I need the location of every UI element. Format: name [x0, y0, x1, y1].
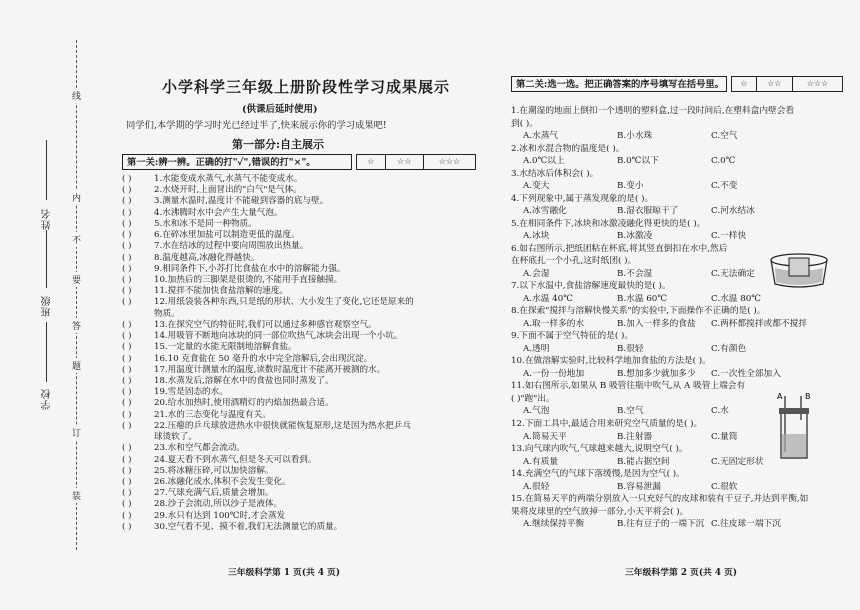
true-false-item [122, 286, 288, 296]
question-text: ( )"跑"出。 [511, 393, 555, 404]
item-text: 21.水的三态变化与温度有关。 [154, 409, 271, 420]
item-text: 13.在探究空气的特征时,我们可以通过多种感官观察空气。 [154, 319, 377, 330]
item-text: 8.温度越高,冰融化得越快。 [154, 252, 260, 263]
answer-blank[interactable]: ( ) [122, 274, 132, 285]
true-false-item [122, 387, 228, 397]
tube-b-label: B [805, 392, 811, 401]
bottle-tubes-figure [771, 390, 819, 462]
option-a: A.继续保持平衡 [523, 519, 585, 530]
answer-blank[interactable]: ( ) [122, 398, 132, 409]
answer-blank[interactable]: ( ) [122, 207, 132, 218]
answer-blank[interactable]: ( ) [122, 263, 132, 274]
question-text: 2.冰和水混合物的温度是( )。 [511, 143, 625, 154]
item-text: 27.气球充满气后,质量会增加。 [154, 488, 274, 499]
question-text: 14.充满空气的气球下落缓慢,是因为空气( )。 [511, 469, 685, 480]
answer-blank[interactable]: ( ) [122, 230, 132, 241]
item-text: 5.水和冰不是同一种物质。 [154, 218, 257, 229]
item-text: 23.水和空气都会流动。 [154, 443, 246, 454]
option-b: B.能占据空间 [617, 456, 670, 467]
binding-char: 线 [72, 88, 81, 103]
binding-char: 答 [72, 318, 81, 333]
binding-char: 不 [72, 232, 81, 247]
binding-char: 装 [72, 488, 81, 503]
item-text: 22.压瘪的乒乓球放进热水中很快就能恢复原形,这是因为热水把乒乓 [154, 420, 412, 431]
item-text: 16.10 克食盐在 50 毫升的水中完全溶解后,会出现沉淀。 [154, 353, 373, 364]
item-text: 物质。 [154, 308, 180, 319]
answer-blank[interactable]: ( ) [122, 488, 132, 499]
binding-strip [0, 0, 92, 610]
option-c: C.两杯都搅拌或都不搅拌 [711, 318, 807, 329]
section-heading: 第一关:辨一辨。正确的打"✓",错误的打"×"。 [122, 154, 352, 170]
true-false-item [122, 466, 274, 476]
item-text: 4.水沸腾时水中会产生大量气泡。 [154, 207, 283, 218]
question-text: 11.如右图所示,如果从 B 吸管往瓶中吹气,从 A 吸管上端会有 [511, 381, 746, 392]
section-heading: 第二关:选一选。把正确答案的序号填写在括号里。 [511, 76, 727, 92]
item-text: 12.用纸袋装各种东西,只是纸的形状、大小发生了变化,它还是原来的 [154, 297, 414, 308]
item-text: 30.空气看不见、摸不着,我们无法测量它的质量。 [154, 521, 343, 532]
true-false-item [122, 208, 283, 218]
question-text: 8.在探索"搅拌与溶解快慢关系"的实验中,下面操作不正确的是( )。 [511, 306, 766, 317]
true-false-item [122, 320, 377, 330]
answer-blank[interactable]: ( ) [122, 342, 132, 353]
option-a: A.水蒸气 [523, 131, 559, 142]
star-rating-box [356, 154, 476, 170]
answer-blank[interactable]: ( ) [122, 420, 132, 431]
option-b: B.水温 60℃ [617, 293, 668, 304]
true-false-item [122, 365, 385, 375]
answer-blank[interactable]: ( ) [122, 241, 132, 252]
option-a: A.很轻 [523, 481, 550, 492]
true-false-item [122, 443, 245, 453]
item-text: 20.给水加热时,使用酒精灯的内焰加热最合适。 [154, 398, 334, 409]
true-false-item [122, 196, 328, 206]
part-heading: 第一部分:自主展示 [232, 138, 325, 151]
school-label: 学校 [42, 388, 53, 410]
answer-blank[interactable]: ( ) [122, 476, 132, 487]
option-b: B.加入一样多的食盐 [617, 318, 696, 329]
answer-blank[interactable]: ( ) [122, 364, 132, 375]
option-c: C.空气 [711, 131, 738, 142]
answer-blank[interactable]: ( ) [122, 521, 132, 532]
item-text: 11.搅拌不能加快食盐溶解的速度。 [154, 286, 288, 297]
option-c: C.一样快 [711, 231, 747, 242]
intro-text: 同学们,本学期的学习时光已经过半了,快来展示你的学习成果吧! [126, 120, 387, 131]
true-false-item [122, 522, 342, 532]
true-false-item [122, 342, 297, 352]
option-b: B.注射器 [617, 431, 653, 442]
answer-blank[interactable]: ( ) [122, 297, 132, 308]
option-c: C.无固定形状 [711, 456, 764, 467]
true-false-item [122, 297, 414, 307]
item-text: 14.用吸管不断地向冰块的同一部位吹热气,冰块会出现一个小坑。 [154, 331, 403, 342]
option-a: A.一份一份地加 [523, 368, 585, 379]
item-text: 19.雪是固态的水。 [154, 387, 228, 398]
true-false-item [122, 275, 342, 285]
answer-blank[interactable]: ( ) [122, 185, 132, 196]
true-false-item [122, 499, 282, 509]
item-text: 18.水蒸发后,溶解在水中的食盐也同时蒸发了。 [154, 375, 334, 386]
option-a: A.冰块 [523, 231, 550, 242]
question-text: 3.水结冰后体积会( )。 [511, 168, 599, 179]
item-text: 15.一定量的水能无限制地溶解食盐。 [154, 342, 297, 353]
option-a: A.水温 40℃ [523, 293, 573, 304]
question-text: 13.向气球内吹气,气球越来越大,说明空气( )。 [511, 444, 688, 455]
tube-a-label: A [777, 392, 783, 401]
question-text: 7.以下水温中,食盐溶解速度最快的是( )。 [511, 281, 671, 292]
option-c: C.有颜色 [711, 343, 747, 354]
option-c: C.量筒 [711, 431, 738, 442]
true-false-item [122, 488, 274, 498]
item-text: 3.测量水温时,温度计不能碰到容器的底与壁。 [154, 196, 329, 207]
item-text: 17.用温度计测量水的温度,读数时温度计不能离开被测的水。 [154, 364, 386, 375]
true-false-item [122, 185, 302, 195]
true-false-item [122, 477, 291, 487]
option-b: B.冰激凌 [617, 231, 653, 242]
option-a: A.有质量 [523, 456, 559, 467]
true-false-item [122, 309, 180, 319]
option-a: A.变大 [523, 181, 550, 192]
option-c: C.水温 80℃ [711, 293, 762, 304]
option-a: A.气泡 [523, 406, 550, 417]
answer-blank[interactable]: ( ) [122, 252, 132, 263]
item-text: 2.水烧开时,上面冒出的"白气"是气体。 [154, 185, 302, 196]
page-title: 小学科学三年级上册阶段性学习成果展示 [162, 78, 451, 96]
option-a: A.0℃以上 [523, 156, 565, 167]
true-false-item [122, 455, 317, 465]
class-line [46, 230, 47, 288]
option-a: A.会湿 [523, 268, 550, 279]
option-a: A.简易天平 [523, 431, 567, 442]
option-b: B.容易泄漏 [617, 481, 661, 492]
item-text: 28.沙子会流动,所以沙子是液体。 [154, 499, 283, 510]
option-b: B.空气 [617, 406, 644, 417]
option-c: C.0℃ [711, 156, 736, 167]
option-a: A.冰雪融化 [523, 206, 567, 217]
true-false-item [122, 376, 334, 386]
option-c: C.很软 [711, 481, 738, 492]
option-c: C.往皮球一端下沉 [711, 519, 781, 530]
page-footer: 三年级科学第 2 页(共 4 页) [625, 568, 737, 578]
option-c: C.河水结冰 [711, 206, 755, 217]
star-icon: ☆ [732, 77, 757, 91]
option-c: C.水 [711, 406, 729, 417]
answer-blank[interactable]: ( ) [122, 286, 132, 297]
option-c: C.一次性全部加入 [711, 368, 781, 379]
item-text: 7.水在结冰的过程中要向周围放出热量。 [154, 241, 309, 252]
question-text: 在杯底扎一个小孔,这时纸团( )。 [511, 256, 637, 267]
class-label: 班级 [42, 295, 53, 317]
true-false-item [122, 331, 402, 341]
question-text: 9.下面不属于空气特征的是( )。 [511, 331, 634, 342]
question-text: 到( )。 [511, 118, 538, 129]
answer-blank[interactable]: ( ) [122, 387, 132, 398]
option-a: A.取一样多的水 [523, 318, 585, 329]
option-b: B.小水珠 [617, 131, 653, 142]
question-text: 1.在潮湿的地面上倒扣一个透明的塑料盒,过一段时间后,在塑料盒内壁会看 [511, 106, 795, 116]
option-b: B.湿衣服晾干了 [617, 206, 679, 217]
question-text: 6.如右图所示,把纸团粘在杯底,将其竖直倒扣在水中,然后 [511, 243, 728, 254]
answer-blank[interactable]: ( ) [122, 353, 132, 364]
answer-blank[interactable]: ( ) [122, 218, 132, 229]
name-label: 姓名 [42, 208, 53, 230]
true-false-item [122, 241, 308, 251]
answer-blank[interactable]: ( ) [122, 443, 132, 454]
name-line [46, 140, 47, 200]
school-line [46, 322, 47, 382]
answer-blank[interactable]: ( ) [122, 454, 132, 465]
true-false-item [122, 410, 271, 420]
answer-blank[interactable]: ( ) [122, 510, 132, 521]
binding-char: 要 [72, 272, 81, 287]
answer-blank[interactable]: ( ) [122, 174, 132, 184]
true-false-item [122, 432, 197, 442]
item-text: 10.加热后的三脚架是很烫的,不能用手直接触摸。 [154, 274, 343, 285]
option-b: B.很轻 [617, 343, 644, 354]
true-false-item [122, 421, 411, 431]
question-text: 15.在简易天平的两端分别放入一只充好气的皮球和装有干豆子,并达到平衡,如 [511, 494, 809, 505]
answer-blank[interactable]: ( ) [122, 499, 132, 510]
answer-blank[interactable]: ( ) [122, 319, 132, 330]
option-b: B.变小 [617, 181, 644, 192]
item-text: 6.在碎冰里加盐可以制造更低的温度。 [154, 230, 300, 241]
item-text: 25.将冰糖压碎,可以加快溶解。 [154, 465, 274, 476]
question-text: 10.在做溶解实验时,比较科学地加食盐的方法是( )。 [511, 356, 711, 367]
item-text: 29.水只有达到 100℃时,才会蒸发 [154, 510, 286, 521]
star-icon: ☆☆ [757, 77, 793, 91]
answer-blank[interactable]: ( ) [122, 196, 132, 207]
answer-blank[interactable]: ( ) [122, 409, 132, 420]
item-text: 26.冰融化成水,体积不会发生变化。 [154, 476, 291, 487]
answer-blank[interactable]: ( ) [122, 331, 132, 342]
star-icon: ☆☆☆ [438, 157, 461, 166]
true-false-item [122, 219, 257, 229]
option-c: C.不变 [711, 181, 738, 192]
cup-in-water-figure [767, 250, 831, 290]
true-false-item [122, 230, 300, 240]
star-icon: ☆ [357, 155, 386, 169]
option-c: C.无法确定 [711, 268, 755, 279]
star-icon: ☆☆ [386, 155, 424, 169]
question-text: 12.下面工具中,最适合用来研究空气质量的是( )。 [511, 419, 703, 429]
binding-char: 题 [72, 358, 81, 373]
true-false-item [122, 253, 259, 263]
true-false-item [122, 264, 345, 274]
page-footer: 三年级科学第 1 页(共 4 页) [228, 568, 340, 578]
page-subtitle: (供课后延时使用) [242, 104, 318, 115]
item-text: 9.相同条件下,小苏打比食盐在水中的溶解能力强。 [154, 263, 346, 274]
question-text: 5.在相同条件下,冰块和冰激凌融化得更快的是( )。 [511, 218, 706, 229]
item-text: 球烫软了。 [154, 432, 197, 443]
binding-dashed-line [76, 40, 77, 550]
option-a: A.透明 [523, 343, 550, 354]
star-rating-box [731, 76, 843, 92]
true-false-item [122, 511, 285, 521]
option-b: B.0℃以下 [617, 156, 659, 167]
true-false-item [122, 354, 372, 364]
question-text: 果将皮球里的空气放掉一部分,小天平将会( )。 [511, 506, 689, 517]
option-b: B.不会湿 [617, 268, 653, 279]
item-text: 1.水能变成水蒸气,水蒸气不能变成水。 [154, 174, 303, 184]
option-b: B.想加多少就加多少 [617, 368, 696, 379]
answer-blank[interactable]: ( ) [122, 375, 132, 386]
item-text: 24.夏天看不到水蒸气,但是冬天可以看到。 [154, 454, 317, 465]
true-false-item [122, 398, 334, 408]
true-false-item [122, 174, 302, 184]
binding-char: 内 [72, 190, 81, 205]
question-text: 4.下列现象中,属于蒸发现象的是( )。 [511, 193, 654, 204]
answer-blank[interactable]: ( ) [122, 465, 132, 476]
star-icon: ☆☆☆ [806, 79, 829, 88]
binding-char: 订 [72, 425, 81, 440]
option-b: B.往有豆子的一端下沉 [617, 519, 705, 530]
